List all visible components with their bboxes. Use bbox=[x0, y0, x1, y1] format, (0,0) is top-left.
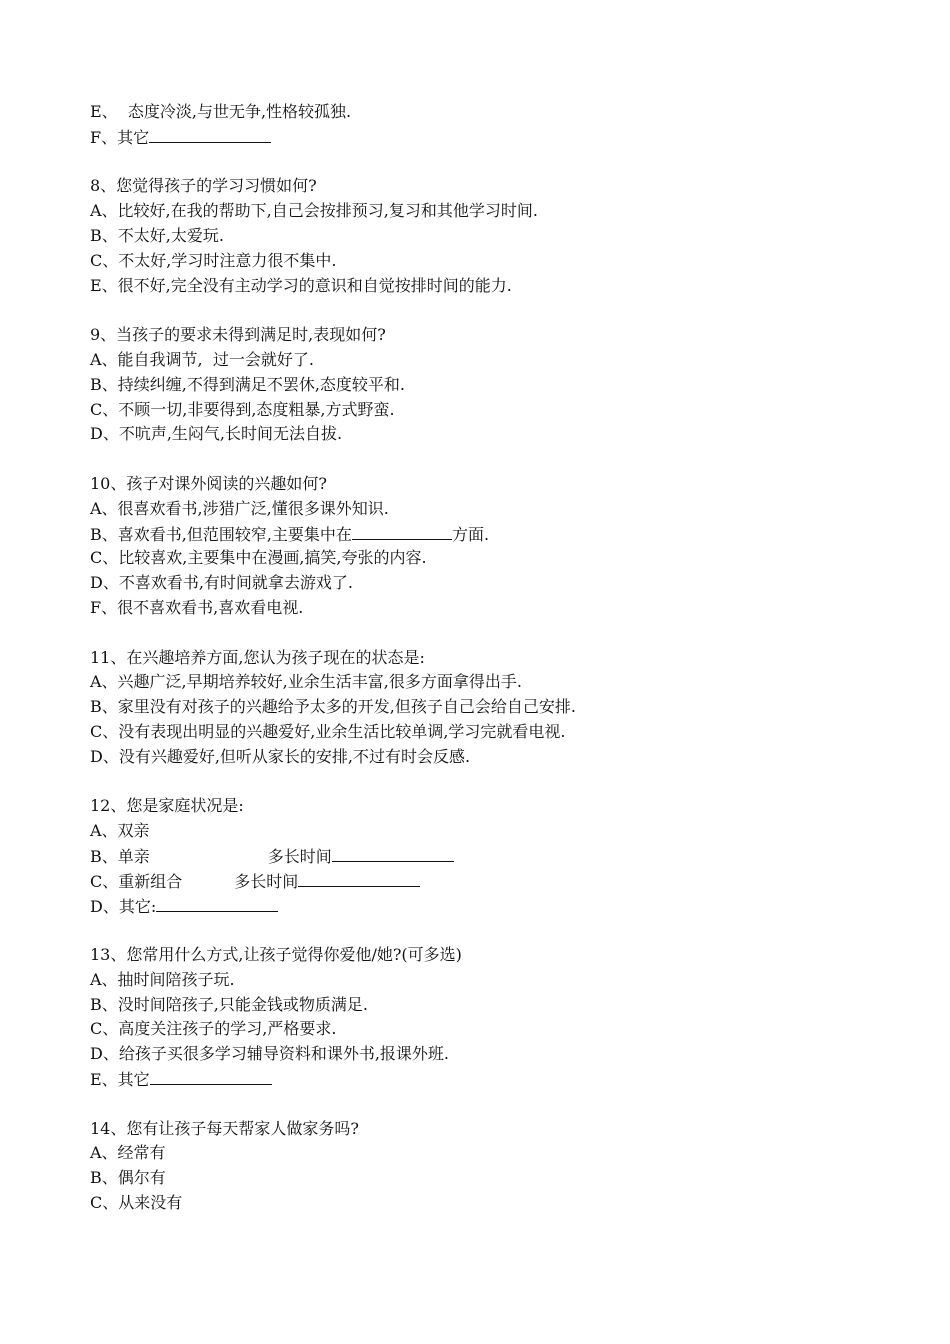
q13-option-e bbox=[90, 1067, 910, 1092]
q11-option-c: C、没有表现出明显的兴趣爱好,业余生活比较单调,学习完就看电视. bbox=[90, 721, 566, 741]
questionnaire-page bbox=[90, 100, 910, 1216]
q13-option-c: C、高度关注孩子的学习,严格要求. bbox=[90, 1019, 337, 1039]
q14-option-a: A、经常有 bbox=[90, 1143, 166, 1163]
q12-option-b-label: B、单亲 bbox=[90, 846, 150, 866]
q10-field-blank[interactable] bbox=[352, 522, 452, 540]
q11-option-a: A、兴趣广泛,早期培养较好,业余生活丰富,很多方面拿得出手. bbox=[90, 672, 522, 692]
q12-option-c-duration-blank[interactable] bbox=[298, 869, 420, 887]
q10-question: 10、孩子对课外阅读的兴趣如何? bbox=[90, 473, 327, 493]
q14-question: 14、您有让孩子每天帮家人做家务吗? bbox=[90, 1118, 359, 1138]
q13-option-e-label: E、其它 bbox=[90, 1070, 150, 1090]
q13-option-a: A、抽时间陪孩子玩. bbox=[90, 969, 235, 989]
q8-option-a: A、比较好,在我的帮助下,自己会按排预习,复习和其他学习时间. bbox=[90, 201, 538, 221]
q12-question: 12、您是家庭状况是: bbox=[90, 796, 244, 816]
q12-option-c bbox=[90, 869, 910, 894]
q9-option-d: D、不吭声,生闷气,长时间无法自拔. bbox=[90, 424, 343, 444]
q8-question: 8、您觉得孩子的学习习惯如何? bbox=[90, 176, 317, 196]
q9-option-c: C、不顾一切,非要得到,态度粗暴,方式野蛮. bbox=[90, 399, 395, 419]
q13-other-blank[interactable] bbox=[150, 1067, 272, 1085]
q14-option-c: C、从来没有 bbox=[90, 1193, 183, 1213]
q12-option-a: A、双亲 bbox=[90, 821, 150, 841]
q10-option-c: C、比较喜欢,主要集中在漫画,搞笑,夸张的内容. bbox=[90, 548, 427, 568]
q12-option-c-label: C、重新组合 bbox=[90, 871, 183, 891]
q12-option-c-duration-label: 多长时间 bbox=[234, 871, 299, 891]
q12-option-b-duration-label: 多长时间 bbox=[267, 846, 332, 866]
q8-option-e: E、很不好,完全没有主动学习的意识和自觉按排时间的能力. bbox=[90, 275, 512, 295]
q8-option-c: C、不太好,学习时注意力很不集中. bbox=[90, 250, 337, 270]
q10-option-b-post: 方面. bbox=[451, 524, 490, 544]
q13-option-b: B、没时间陪孩子,只能金钱或物质满足. bbox=[90, 994, 368, 1014]
q8-option-b: B、不太好,太爱玩. bbox=[90, 225, 224, 245]
q10-option-a: A、很喜欢看书,涉猎广泛,懂很多课外知识. bbox=[90, 498, 389, 518]
q12-option-b bbox=[90, 844, 910, 869]
q14-option-b: B、偶尔有 bbox=[90, 1168, 166, 1188]
q12-other-blank[interactable] bbox=[156, 894, 278, 912]
q11-option-d: D、没有兴趣爱好,但听从家长的安排,不过有时会反感. bbox=[90, 746, 471, 766]
q10-option-f: F、很不喜欢看书,喜欢看电视. bbox=[90, 597, 304, 617]
q9-question: 9、当孩子的要求未得到满足时,表现如何? bbox=[90, 325, 386, 345]
q10-option-d: D、不喜欢看书,有时间就拿去游戏了. bbox=[90, 573, 354, 593]
q13-question: 13、您常用什么方式,让孩子觉得你爱他/她?(可多选) bbox=[90, 945, 462, 965]
q7-other-blank[interactable] bbox=[149, 125, 271, 143]
q12-option-d-label: D、其它: bbox=[90, 896, 157, 916]
q11-question: 11、在兴趣培养方面,您认为孩子现在的状态是: bbox=[90, 647, 425, 667]
q7-option-f-label: F、其它 bbox=[90, 127, 150, 147]
q10-option-b bbox=[90, 522, 910, 547]
q9-option-b: B、持续纠缠,不得到满足不罢休,态度较平和. bbox=[90, 374, 406, 394]
q12-option-d bbox=[90, 894, 910, 919]
q11-option-b: B、家里没有对孩子的兴趣给予太多的开发,但孩子自己会给自己安排. bbox=[90, 697, 576, 717]
q12-option-b-duration-blank[interactable] bbox=[332, 844, 454, 862]
q7-option-e: E、 态度冷淡,与世无争,性格较孤独. bbox=[90, 102, 352, 121]
q10-option-b-pre: B、喜欢看书,但范围较窄,主要集中在 bbox=[90, 524, 352, 544]
q13-option-d: D、给孩子买很多学习辅导资料和课外书,报课外班. bbox=[90, 1044, 450, 1064]
q9-option-a: A、能自我调节, 过一会就好了. bbox=[90, 349, 314, 369]
q7-option-f bbox=[90, 125, 910, 150]
